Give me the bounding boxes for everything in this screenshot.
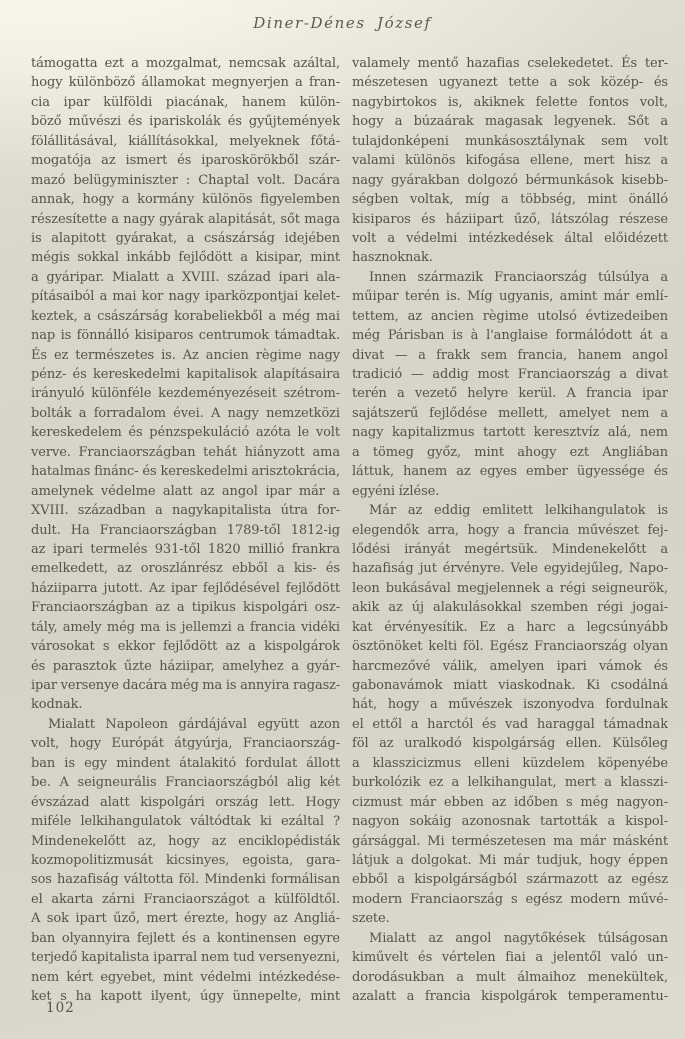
text-line: böző művészi és ipariskolák és gyűjtemények — [31, 114, 340, 130]
text-line: cia ipar külföldi piacának, hanem külön- — [31, 94, 340, 110]
text-line: emelkedett, az oroszlánrész ebből a kis- és — [31, 561, 340, 577]
text-line: be. A seigneurális Franciaországból alig két — [31, 775, 340, 791]
text-line: verve. Franciaországban tehát hiányzott ama — [31, 444, 340, 460]
text-line: bolták a forradalom évei. A nagy nemzetközi — [31, 405, 340, 421]
text-line: tettem, az ancien règime utolsó évtizedeiben — [352, 308, 668, 324]
text-line: fölállitásával, kiállításokkal, melyeknek főtá- — [31, 133, 340, 149]
text-line: burkolózik ez a lelkihangulat, mert a klasszi- — [352, 775, 668, 791]
text-line: egyéni ízlése. — [352, 483, 440, 499]
text-line: kisiparos és háziipart űző, látszólag részese — [352, 211, 668, 227]
text-line: hogy a búzaárak magasak legyenek. Sőt a — [352, 114, 668, 130]
text-line: pénz- és kereskedelmi kapitalisok alapításaira — [31, 367, 340, 382]
text-line: ségben voltak, míg a többség, mint önálló — [352, 192, 668, 208]
text-line: dorodásukban a mult álmaihoz menekültek, — [352, 969, 668, 985]
text-line: sajátszerű fejlődése mellett, amelyet nem a — [352, 405, 668, 421]
text-line: mészetesen ugyanezt tette a sok közép- és — [352, 75, 668, 91]
text-line: részesítette a nagy gyárak alapitását, sőt maga — [31, 211, 340, 227]
text-line: volt a védelmi intézkedések által előidézett — [352, 230, 668, 246]
text-line: nagybirtokos is, akiknek felette fontos volt, — [352, 94, 668, 110]
text-line: városokat s ekkor fejlődött az a kispolgárok — [31, 639, 340, 655]
text-line: tulajdonképeni munkásosztálynak sem volt — [352, 133, 668, 149]
text-line: akik az új alakulásokkal szemben régi jogai- — [352, 600, 668, 616]
text-line: látjuk a dolgokat. Mi már tudjuk, hogy éppen — [352, 852, 668, 868]
text-line: irányuló különféle kezdeményezéseit szétrom- — [31, 386, 340, 402]
text-line: És ez természetes is. Az ancien règime nagy — [31, 347, 340, 363]
text-line: föl az uralkodó kispolgárság ellen. Külsőleg — [352, 736, 668, 752]
text-line: Már az eddig emlitett lelkihangulatok is — [369, 503, 668, 519]
text-line: évszázad alatt kispolgári ország lett. Hogy — [31, 794, 340, 810]
text-line: nap is fönnálló kisiparos centrumok támadtak. — [31, 328, 340, 344]
text-line: volt, hogy Európát átgyúrja, Franciaország- — [31, 736, 340, 752]
text-line: is alapitott gyárakat, a császárság idejében — [31, 230, 340, 246]
text-line: amelynek védelme alatt az angol ipar már a — [31, 483, 340, 499]
text-line: nem kért egyebet, mint védelmi intézkedése- — [31, 969, 340, 985]
text-line: ban olyannyira fejlett és a kontinensen egyre — [31, 930, 340, 946]
text-line: el ettől a harctól és vad haraggal támadnak — [352, 716, 668, 732]
text-line: modern Franciaország s egész modern művé- — [352, 891, 668, 907]
text-line: hazafiság jut érvényre. Vele egyidejűleg, Napo- — [352, 561, 668, 577]
right-column — [352, 54, 668, 1006]
page-number: 102 — [46, 1000, 75, 1016]
text-line: kereskedelem és pénzspekuláció azóta le volt — [31, 425, 340, 441]
text-line: kodnak. — [31, 697, 83, 713]
text-line: szete. — [352, 911, 390, 927]
text-line: azalatt a francia kispolgárok temperamentu- — [352, 989, 668, 1004]
text-line: az ipari termelés 931-től 1820 millió frankra — [31, 541, 340, 557]
text-line: Mialatt Napoleon gárdájával együtt azon — [48, 716, 340, 732]
text-line: gabonavámok miatt viaskodnak. Ki csodálná — [352, 678, 668, 693]
text-line: és parasztok űzte háziipar, amelyhez a gyár- — [31, 658, 340, 674]
text-line: a tömeg győz, mint ahogy ezt Angliában — [352, 444, 668, 460]
text-line: hatalmas finánc- és kereskedelmi arisztokrácia, — [31, 464, 340, 480]
text-line: harcmezővé válik, amelyen ipari vámok és — [352, 658, 668, 674]
text-line: lődési irányát megértsük. Mindenekelőtt a — [352, 541, 668, 557]
text-line: támogatta ezt a mozgalmat, nemcsak azáltal, — [31, 56, 340, 71]
text-line: valamely mentő hazafias cselekedetet. És ter- — [352, 56, 668, 71]
text-line: hogy különböző államokat megnyerjen a fran- — [31, 75, 340, 91]
text-line: A sok ipart űző, mert érezte, hogy az Angliá- — [31, 911, 340, 927]
text-line: tradició — addig most Franciaország a divat — [352, 367, 668, 382]
text-line: hasznoknak. — [352, 250, 433, 266]
text-line: nagyon sokáig azonosnak tartották a kispol- — [352, 814, 668, 830]
text-line: háziiparra jutott. Az ipar fejlődésével fejlődött — [31, 580, 340, 596]
text-line: kiművelt és vértelen fiai a jelentől való un- — [352, 950, 668, 966]
text-line: még Párisban is à l'anglaise formálódott át a — [352, 328, 668, 344]
text-line: terjedő kapitalista iparral nem tud versenyezni, — [31, 950, 340, 966]
text-line: dult. Ha Franciaországban 1789-től 1812-ig — [31, 522, 340, 538]
running-head: Diner-Dénes József — [253, 14, 432, 32]
text-line: mégis sokkal inkább fejlődött a kisipar, mint — [31, 250, 340, 266]
text-line: elegendők arra, hogy a francia művészet fej- — [352, 522, 668, 538]
text-line: a gyáripar. Mialatt a XVIII. század ipari ala- — [31, 269, 340, 285]
text-line: pításaiból a mai kor nagy iparközpontjai kelet- — [31, 289, 340, 305]
text-line: valami különös kifogása ellene, mert hisz a — [352, 153, 668, 169]
left-column — [31, 54, 340, 1006]
text-line: el akarta zárni Franciaországot a külföldtől. — [31, 891, 340, 907]
text-line: a klasszicizmus elleni küzdelem köpenyébe — [352, 755, 668, 771]
text-line: nagy gyárakban dolgozó bérmunkások kisebb- — [352, 172, 668, 188]
text-line: mogatója az ismert és iparoskörökből szár- — [31, 153, 340, 169]
text-line: cizmust már ebben az időben s még nagyon- — [352, 794, 668, 810]
text-line: hát, hogy a művészek iszonyodva fordulnak — [352, 697, 668, 713]
text-line: ebből a kispolgárságból származott az egész — [352, 872, 668, 888]
text-line: ipar versenye dacára még ma is annyira ragasz- — [31, 678, 340, 693]
text-line: leon bukásával megjelennek a régi seigneurök, — [352, 580, 668, 596]
text-line: annak, hogy a kormány különös figyelemben — [31, 192, 340, 208]
text-line: sos hazafiság váltotta föl. Mindenki formálisan — [31, 872, 340, 888]
text-line: Innen származik Franciaország túlsúlya a — [369, 269, 668, 285]
text-line: keztek, a császárság korabeliekből a még mai — [31, 308, 340, 324]
text-line: nagy kapitalizmus tartott keresztvíz alá, nem — [352, 425, 668, 441]
text-line: Mindenekelőtt az, hogy az enciklopédisták — [31, 833, 340, 849]
text-line: láttuk, hanem az egyes ember ügyessége és — [352, 464, 668, 480]
text-line: mazó belügyminiszter : Chaptal volt. Dacára — [31, 172, 340, 188]
text-line: tály, amely még ma is jellemzi a francia vidéki — [31, 619, 340, 635]
text-line: Mialatt az angol nagytőkések túlságosan — [369, 930, 668, 946]
text-line: kozmopolitizmusát kicsinyes, egoista, gara- — [31, 852, 340, 868]
text-line: divat — a frakk sem francia, hanem angol — [352, 347, 668, 363]
text-line: kat érvényesítik. Ez a harc a legcsúnyább — [352, 619, 668, 635]
text-columns — [31, 54, 668, 1006]
text-line: ket s ha kapott ilyent, úgy ünnepelte, mint — [31, 989, 340, 1004]
text-line: ösztönöket kelti föl. Egész Franciaország olyan — [352, 639, 668, 655]
text-line: gársággal. Mi természetesen ma már másként — [352, 833, 668, 849]
text-line: műipar terén is. Míg ugyanis, amint már emlí- — [352, 289, 668, 305]
text-line: terén a vezető helyre kerül. A francia ipar — [352, 386, 668, 402]
text-line: miféle lelkihangulatok váltódtak ki ezáltal ? — [31, 814, 340, 830]
text-line: Franciaországban az a tipikus kispolgári osz- — [31, 600, 340, 616]
text-line: ban is egy mindent átalakitó fordulat állott — [31, 755, 340, 771]
text-line: XVIII. században a nagykapitalista útra for- — [31, 503, 340, 519]
